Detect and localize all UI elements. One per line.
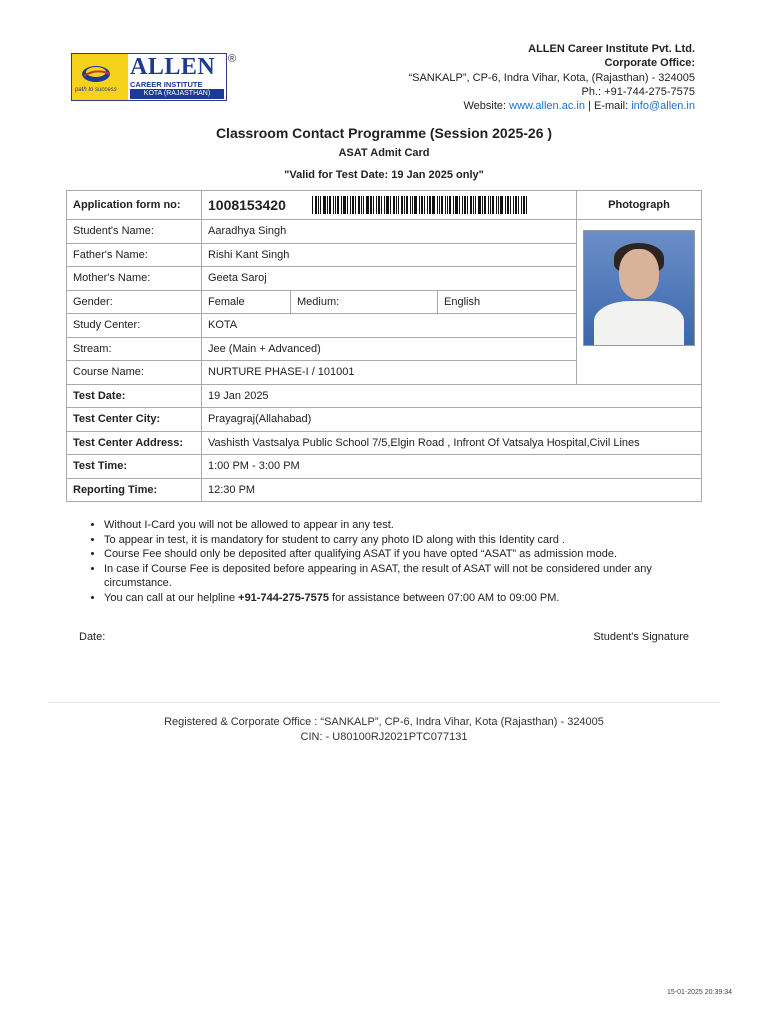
instructions-list — [88, 518, 684, 605]
helpline-number: +91-744-275-7575 — [238, 591, 329, 604]
logo-location: KOTA (RAJASTHAN) — [130, 89, 224, 99]
row-value: 12:30 PM — [202, 478, 702, 502]
allen-emblem-icon — [72, 54, 128, 100]
barcode-icon — [312, 196, 529, 214]
row-value: NURTURE PHASE-I / 101001 — [202, 361, 577, 385]
row-label: Test Date: — [67, 384, 202, 408]
list-item — [104, 591, 684, 606]
application-cell — [202, 191, 577, 220]
helpline-prefix: You can call at our helpline — [104, 591, 239, 604]
office-label: Corporate Office: — [604, 57, 695, 69]
row-label: Mother's Name: — [67, 267, 202, 291]
medium-label: Medium: — [291, 290, 438, 314]
row-label: Student's Name: — [67, 220, 202, 244]
table-row — [67, 431, 702, 455]
logo-tagline: path to success — [75, 87, 117, 93]
application-label: Application form no: — [67, 191, 202, 220]
signature-label: Student's Signature — [593, 631, 689, 643]
registered-mark: ® — [228, 53, 237, 65]
medium-value: English — [438, 290, 577, 314]
contact-line — [463, 100, 695, 112]
date-label: Date: — [79, 631, 106, 643]
footer-cin: CIN: - U80100RJ2021PTC077131 — [300, 731, 468, 743]
row-value: Geeta Saroj — [202, 267, 577, 291]
table-row — [67, 384, 702, 408]
email-link[interactable]: info@allen.in — [631, 100, 695, 112]
email-separator: | E-mail: — [584, 100, 632, 112]
helpline-suffix: for assistance between 07:00 AM to 09:00 PM. — [328, 591, 560, 604]
table-row — [67, 408, 702, 432]
row-label: Reporting Time: — [67, 478, 202, 502]
row-value: Aaradhya Singh — [202, 220, 577, 244]
row-value: 1:00 PM - 3:00 PM — [202, 455, 702, 479]
logo-sub: CAREER INSTITUTE — [130, 80, 203, 89]
logo-brand — [128, 54, 226, 100]
row-label: Course Name: — [67, 361, 202, 385]
company-name: ALLEN Career Institute Pvt. Ltd. — [528, 43, 695, 55]
admit-card-subtitle: ASAT Admit Card — [338, 147, 430, 159]
row-value: Vashisth Vastsalya Public School 7/5,Elgin Road , Infront Of Vatsalya Hospital,Civil Lines — [202, 431, 702, 455]
row-label: Father's Name: — [67, 243, 202, 267]
website-link[interactable]: www.allen.ac.in — [509, 100, 585, 112]
print-timestamp: 15-01-2025 20:39:34 — [667, 989, 732, 996]
row-value: Prayagraj(Allahabad) — [202, 408, 702, 432]
list-item: • Course Fee should only be deposited after qualifying ASAT if you have opted “ASAT” as admission mode. — [104, 547, 684, 562]
footer-address: Registered & Corporate Office : “SANKALP”, CP-6, Indra Vihar, Kota (Rajasthan) - 324005 — [164, 716, 604, 728]
allen-logo — [71, 53, 227, 101]
row-label: Test Center City: — [67, 408, 202, 432]
photograph-label: Photograph — [577, 191, 702, 220]
office-phone: Ph.: +91-744-275-7575 — [581, 86, 695, 98]
list-item: • In case if Course Fee is deposited before appearing in ASAT, the result of ASAT will not be considered under any circumstance. — [104, 562, 684, 591]
row-value: KOTA — [202, 314, 577, 338]
page-title: Classroom Contact Programme (Session 2025-26 ) — [215, 125, 553, 141]
validity-note: "Valid for Test Date: 19 Jan 2025 only" — [284, 169, 484, 181]
logo-name: ALLEN — [130, 54, 216, 80]
gender-label: Gender: — [67, 290, 202, 314]
row-label: Test Center Address: — [67, 431, 202, 455]
row-value: Jee (Main + Advanced) — [202, 337, 577, 361]
office-address: “SANKALP”, CP-6, Indra Vihar, Kota, (Rajasthan) - 324005 — [408, 72, 695, 84]
student-photo — [583, 230, 695, 346]
row-label: Stream: — [67, 337, 202, 361]
row-value: Rishi Kant Singh — [202, 243, 577, 267]
gender-value: Female — [202, 290, 291, 314]
website-label: Website: — [463, 100, 510, 112]
table-row — [67, 478, 702, 502]
table-row — [67, 220, 702, 244]
divider — [48, 702, 720, 703]
application-number: 1008153420 — [208, 197, 286, 213]
admit-card-table — [66, 190, 702, 502]
row-label: Test Time: — [67, 455, 202, 479]
list-item: • Without I-Card you will not be allowed to appear in any test. — [104, 518, 684, 533]
table-row — [67, 455, 702, 479]
row-value: 19 Jan 2025 — [202, 384, 702, 408]
row-label: Study Center: — [67, 314, 202, 338]
photo-cell — [577, 220, 702, 385]
list-item: • To appear in test, it is mandatory for student to carry any photo ID along with this Identity card . — [104, 533, 684, 548]
